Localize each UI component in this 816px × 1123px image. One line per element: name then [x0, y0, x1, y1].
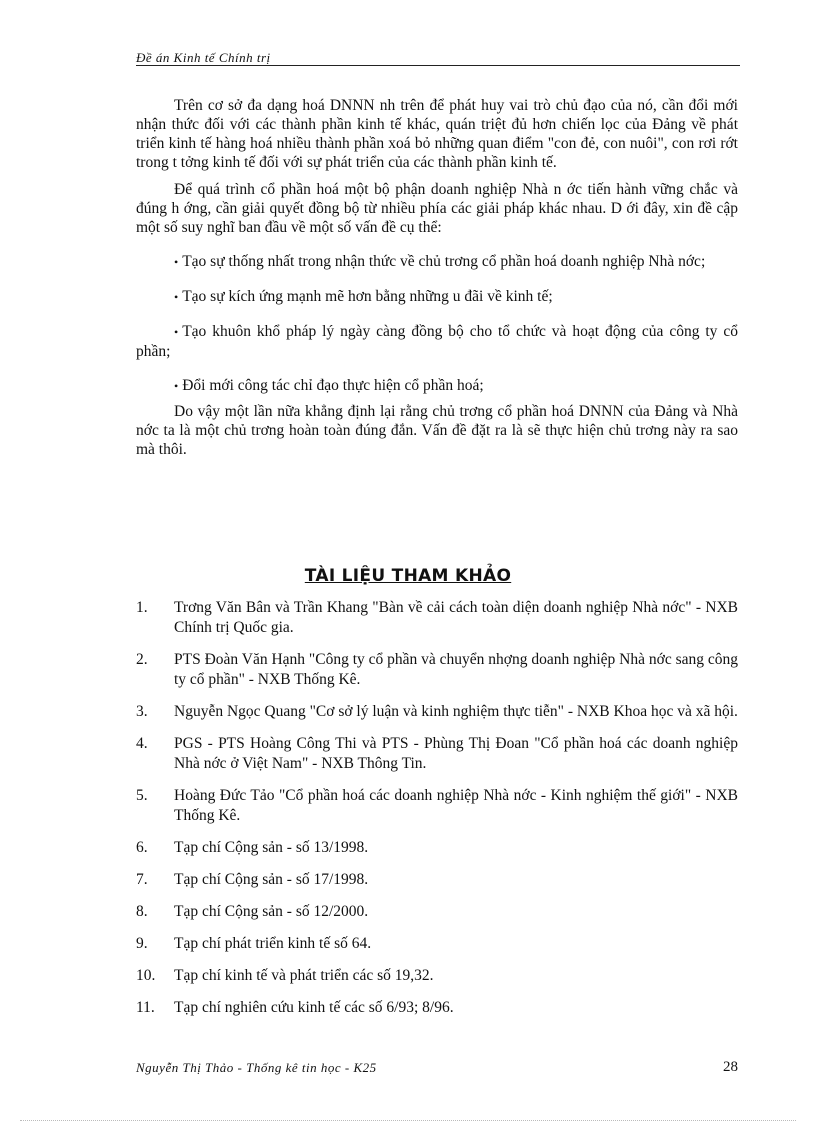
- reference-item: [136, 786, 738, 826]
- body-text: [136, 96, 738, 467]
- reference-number: 3.: [136, 703, 148, 720]
- reference-text: Tạp chí Cộng sản - số 17/1998.: [174, 871, 369, 888]
- bullet-text: Tạo sự thống nhất trong nhận thức về chủ trơng cổ phần hoá doanh nghiệp Nhà nớc;: [182, 253, 706, 270]
- reference-item: [136, 650, 738, 690]
- reference-number: 7.: [136, 871, 148, 888]
- references-list: [136, 598, 738, 1030]
- reference-item: [136, 966, 738, 986]
- reference-item: [136, 838, 738, 858]
- page-number: 28: [723, 1059, 738, 1075]
- header-rule: [136, 65, 740, 66]
- bullet-text: Tạo khuôn khổ pháp lý ngày càng đồng bộ cho tổ chức và hoạt động của công ty cổ phần;: [136, 323, 738, 360]
- bullet-item: [136, 252, 738, 272]
- reference-item: [136, 598, 738, 638]
- reference-text: Hoàng Đức Tảo "Cổ phần hoá các doanh nghiệp Nhà nớc - Kinh nghiệm thế giới" - NXB Thống Kê.: [174, 787, 738, 824]
- reference-number: 1.: [136, 599, 148, 616]
- reference-number: 9.: [136, 935, 148, 952]
- running-header: Đề án Kinh tế Chính trị: [136, 50, 271, 65]
- paragraph-2: Để quá trình cổ phần hoá một bộ phận doanh nghiệp Nhà n ớc tiến hành vững chắc và đúng h ớng, cần giải quyết đồng bộ từ nhiều phía các giải pháp khác nhau. D ới đây, xin đề cập một số suy nghĩ ban đầu về một số vấn đề cụ thể:: [136, 181, 738, 236]
- reference-text: Tạp chí phát triển kinh tế số 64.: [174, 935, 372, 952]
- reference-number: 6.: [136, 839, 148, 856]
- reference-text: PGS - PTS Hoàng Công Thi và PTS - Phùng Thị Đoan "Cổ phần hoá các doanh nghiệp Nhà nớc ở Việt Nam" - NXB Thông Tin.: [174, 735, 738, 772]
- bullet-text: Đổi mới công tác chỉ đạo thực hiện cổ phần hoá;: [182, 377, 484, 394]
- reference-number: 4.: [136, 735, 148, 752]
- bullet-item: [136, 322, 738, 361]
- reference-number: 11.: [136, 999, 155, 1016]
- reference-item: [136, 702, 738, 722]
- page-bottom-divider: [20, 1120, 796, 1121]
- references-title: [0, 566, 816, 586]
- reference-number: 2.: [136, 651, 148, 668]
- bullet-icon: •: [174, 255, 179, 269]
- bullet-icon: •: [174, 290, 179, 304]
- reference-number: 10.: [136, 967, 156, 984]
- paragraph-1: Trên cơ sở đa dạng hoá DNNN nh trên để phát huy vai trò chủ đạo của nó, cần đổi mới nhận thức đối với các thành phần kinh tế khác, quán triệt đủ hơn chiến lọc của Đảng về phát triển kinh tế hàng hoá nhiều thành phần xoá bỏ những quan điểm "con đẻ, con nuôi", con rơi rớt trong t tởng kinh tế đối với sự phát triển của các thành phần kinh tế.: [136, 97, 738, 171]
- paragraph-3: Do vậy một lần nữa khẳng định lại rằng chủ trơng cổ phần hoá DNNN của Đảng và Nhà nớc ta là một chủ trơng hoàn toàn đúng đắn. Vấn đề đặt ra là sẽ thực hiện chủ trơng này ra sao mà thôi.: [136, 403, 738, 458]
- references-title-text: TÀI LIỆU THAM KHẢO: [304, 566, 512, 586]
- reference-item: [136, 902, 738, 922]
- reference-text: Tạp chí kinh tế và phát triển các số 19,32.: [174, 967, 434, 984]
- bullet-text: Tạo sự kích ứng mạnh mẽ hơn bằng những u đãi về kinh tế;: [182, 288, 553, 305]
- reference-text: Tạp chí nghiên cứu kinh tế các số 6/93; 8/96.: [174, 999, 454, 1016]
- running-footer: Nguyễn Thị Thảo - Thống kê tin học - K25: [136, 1060, 377, 1075]
- reference-number: 8.: [136, 903, 148, 920]
- bullet-icon: •: [174, 325, 179, 339]
- reference-text: Nguyễn Ngọc Quang "Cơ sở lý luận và kinh nghiệm thực tiễn" - NXB Khoa học và xã hội.: [174, 703, 738, 720]
- bullet-item: [136, 287, 738, 307]
- bullet-icon: •: [174, 379, 179, 393]
- reference-item: [136, 734, 738, 774]
- reference-text: Trơng Văn Bân và Trần Khang "Bàn về cải cách toàn diện doanh nghiệp Nhà nớc" - NXB Chính trị Quốc gia.: [174, 599, 738, 636]
- reference-number: 5.: [136, 787, 148, 804]
- bullet-item: [136, 376, 738, 396]
- reference-item: [136, 870, 738, 890]
- reference-text: Tạp chí Cộng sản - số 13/1998.: [174, 839, 369, 856]
- reference-item: [136, 934, 738, 954]
- reference-text: PTS Đoàn Văn Hạnh "Công ty cổ phần và chuyển nhợng doanh nghiệp Nhà nớc sang công ty cổ phần" - NXB Thống Kê.: [174, 651, 738, 688]
- reference-item: [136, 998, 738, 1018]
- reference-text: Tạp chí Cộng sản - số 12/2000.: [174, 903, 369, 920]
